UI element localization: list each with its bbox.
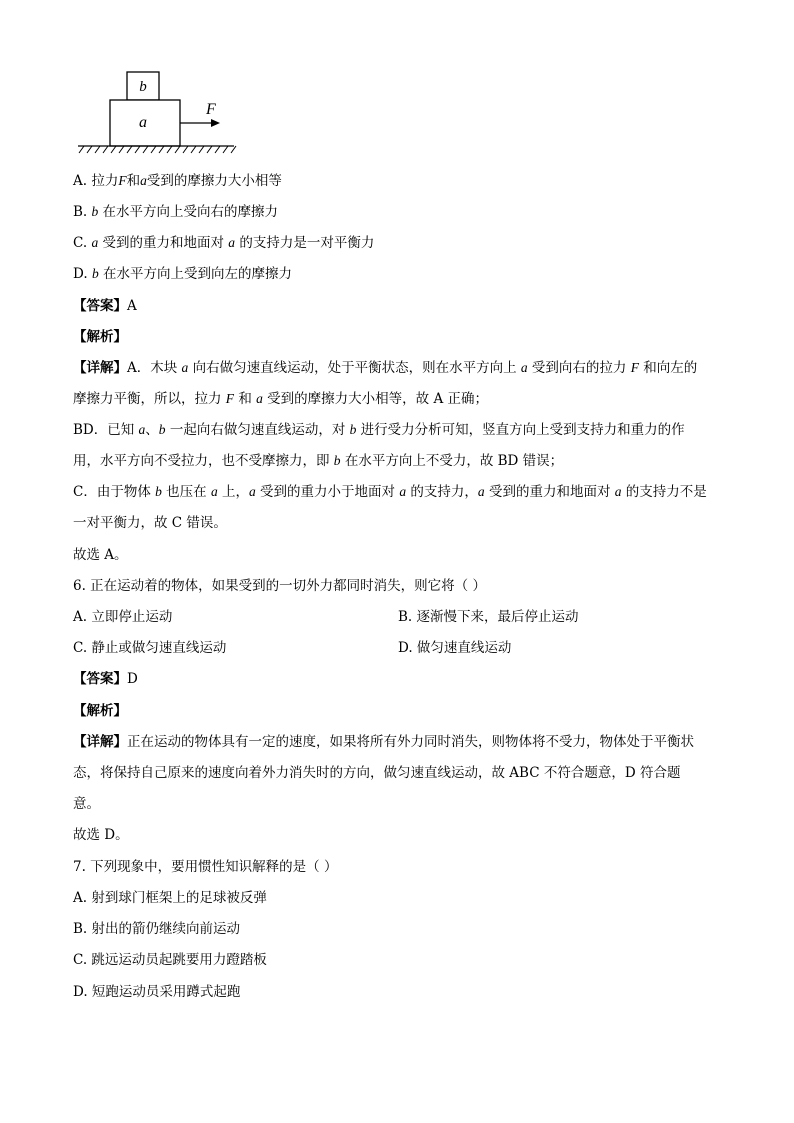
q6-option-b: B. 逐渐慢下来，最后停止运动 [398,609,579,625]
q5-detail-line-3: BD．已知 a、b 一起向右做匀速直线运动，对 b 进行受力分析可知，竖直方向上受到支持力和重力的作 [73,422,685,438]
q6-analysis-heading: 【解析】 [73,703,127,719]
q6-detail-line-3: 意。 [73,796,100,812]
q6-option-a: A. 立即停止运动 [73,609,173,625]
block-b-label: b [139,79,147,95]
force-arrowhead [211,119,220,127]
q7-stem: 7. 下列现象中，要用惯性知识解释的是（ ） [73,859,338,875]
physics-figure [70,66,310,156]
block-a-label: a [139,114,147,131]
q6-option-c: C. 静止或做匀速直线运动 [73,640,227,656]
q7-option-a: A. 射到球门框架上的足球被反弹 [73,890,267,906]
q7-option-b: B. 射出的箭仍继续向前运动 [73,921,241,937]
q5-option-d: D. b 在水平方向上受到向左的摩擦力 [73,266,292,282]
q5-option-c: C. a 受到的重力和地面对 a 的支持力是一对平衡力 [73,235,375,251]
q6-conclusion: 故选 D。 [73,827,129,843]
q5-detail-line-4: 用，水平方向不受拉力，也不受摩擦力，即 b 在水平方向上不受力，故 BD 错误； [73,453,564,469]
force-label: F [206,101,216,118]
q6-answer: 【答案】D [73,671,138,687]
q5-conclusion: 故选 A。 [73,547,128,563]
q5-detail-line-5: C．由于物体 b 也压在 a 上，a 受到的重力小于地面对 a 的支持力，a 受到的重力和地面对 a 的支持力不是 [73,484,707,500]
q6-detail-line-1: 【详解】正在运动的物体具有一定的速度，如果将所有外力同时消失，则物体将不受力，物体处于平衡状 [73,734,694,750]
q6-stem: 6. 正在运动着的物体，如果受到的一切外力都同时消失，则它将（ ） [73,578,486,594]
q5-detail-line-2: 摩擦力平衡，所以，拉力 F 和 a 受到的摩擦力大小相等，故 A 正确； [73,391,489,407]
ground-hatch [79,146,236,153]
q5-option-a: A. 拉力F和a受到的摩擦力大小相等 [73,173,282,189]
q5-detail-line-1: 【详解】A．木块 a 向右做匀速直线运动，处于平衡状态，则在水平方向上 a 受到向右的拉力 F 和向左的 [73,360,698,376]
q7-option-c: C. 跳远运动员起跳要用力蹬踏板 [73,952,267,968]
q5-analysis-heading: 【解析】 [73,329,127,345]
q6-detail-line-2: 态，将保持自己原来的速度向着外力消失时的方向，做匀速直线运动，故 ABC 不符合题意，D 符合题 [73,765,681,781]
q7-option-d: D. 短跑运动员采用蹲式起跑 [73,984,241,1000]
q5-detail-line-6: 一对平衡力，故 C 错误。 [73,515,227,531]
q5-answer: 【答案】A [73,298,137,314]
q5-option-b: B. b 在水平方向上受向右的摩擦力 [73,204,279,220]
q6-option-d: D. 做匀速直线运动 [398,640,512,656]
